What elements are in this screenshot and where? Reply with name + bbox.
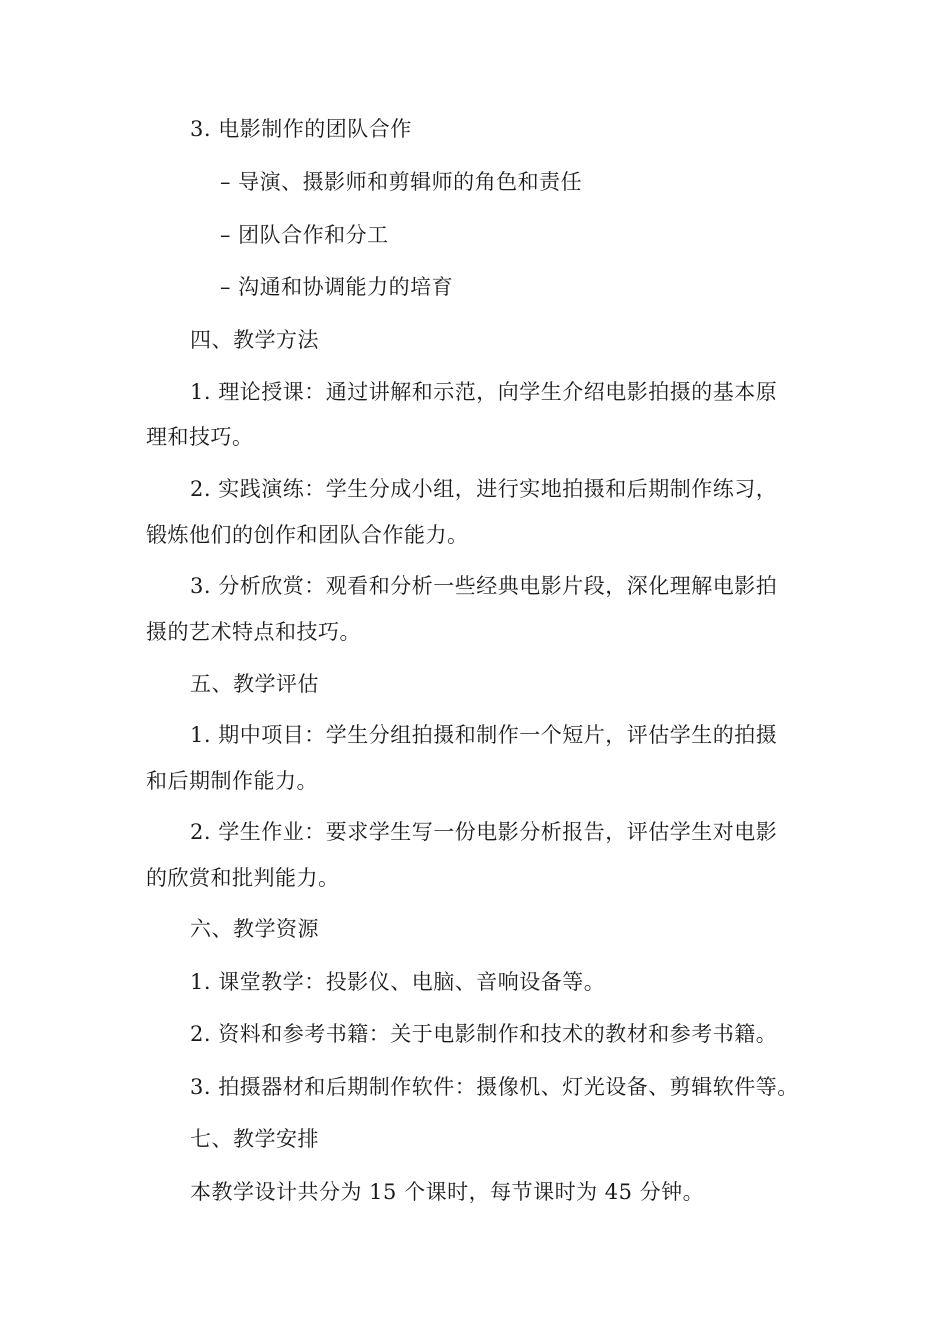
paragraph-midterm-line1: 1. 期中项目：学生分组拍摄和制作一个短片，评估学生的拍摄 [190,723,778,747]
paragraph-homework-line1: 2. 学生作业：要求学生写一份电影分析报告，评估学生对电影 [190,820,778,844]
section-heading-resources: 六、教学资源 [190,917,319,941]
paragraph-homework-line2: 的欣赏和批判能力。 [146,866,340,890]
paragraph-analysis-line1: 3. 分析欣赏：观看和分析一些经典电影片段，深化理解电影拍 [190,574,778,598]
paragraph-practice-line1: 2. 实践演练：学生分成小组，进行实地拍摄和后期制作练习， [190,477,778,501]
resource-item-classroom: 1. 课堂教学：投影仪、电脑、音响设备等。 [190,970,606,994]
paragraph-schedule: 本教学设计共分为 15 个课时，每节课时为 45 分钟。 [190,1180,705,1204]
paragraph-midterm-line2: 和后期制作能力。 [146,769,318,793]
resource-item-equipment: 3. 拍摄器材和后期制作软件：摄像机、灯光设备、剪辑软件等。 [190,1075,799,1099]
sub-item-communication: – 沟通和协调能力的培育 [220,275,454,299]
section-heading-schedule: 七、教学安排 [190,1127,319,1151]
paragraph-analysis-line2: 摄的艺术特点和技巧。 [146,620,361,644]
section-heading-evaluation: 五、教学评估 [190,672,319,696]
section-heading-methods: 四、教学方法 [190,328,319,352]
paragraph-theory-line2: 理和技巧。 [146,425,254,449]
sub-item-teamwork: – 团队合作和分工 [220,223,389,247]
sub-item-roles: – 导演、摄影师和剪辑师的角色和责任 [220,170,583,194]
paragraph-theory-line1: 1. 理论授课：通过讲解和示范，向学生介绍电影拍摄的基本原 [190,380,778,404]
list-item-team-collaboration: 3. 电影制作的团队合作 [190,117,412,141]
resource-item-books: 2. 资料和参考书籍：关于电影制作和技术的教材和参考书籍。 [190,1022,778,1046]
paragraph-practice-line2: 锻炼他们的创作和团队合作能力。 [146,523,469,547]
